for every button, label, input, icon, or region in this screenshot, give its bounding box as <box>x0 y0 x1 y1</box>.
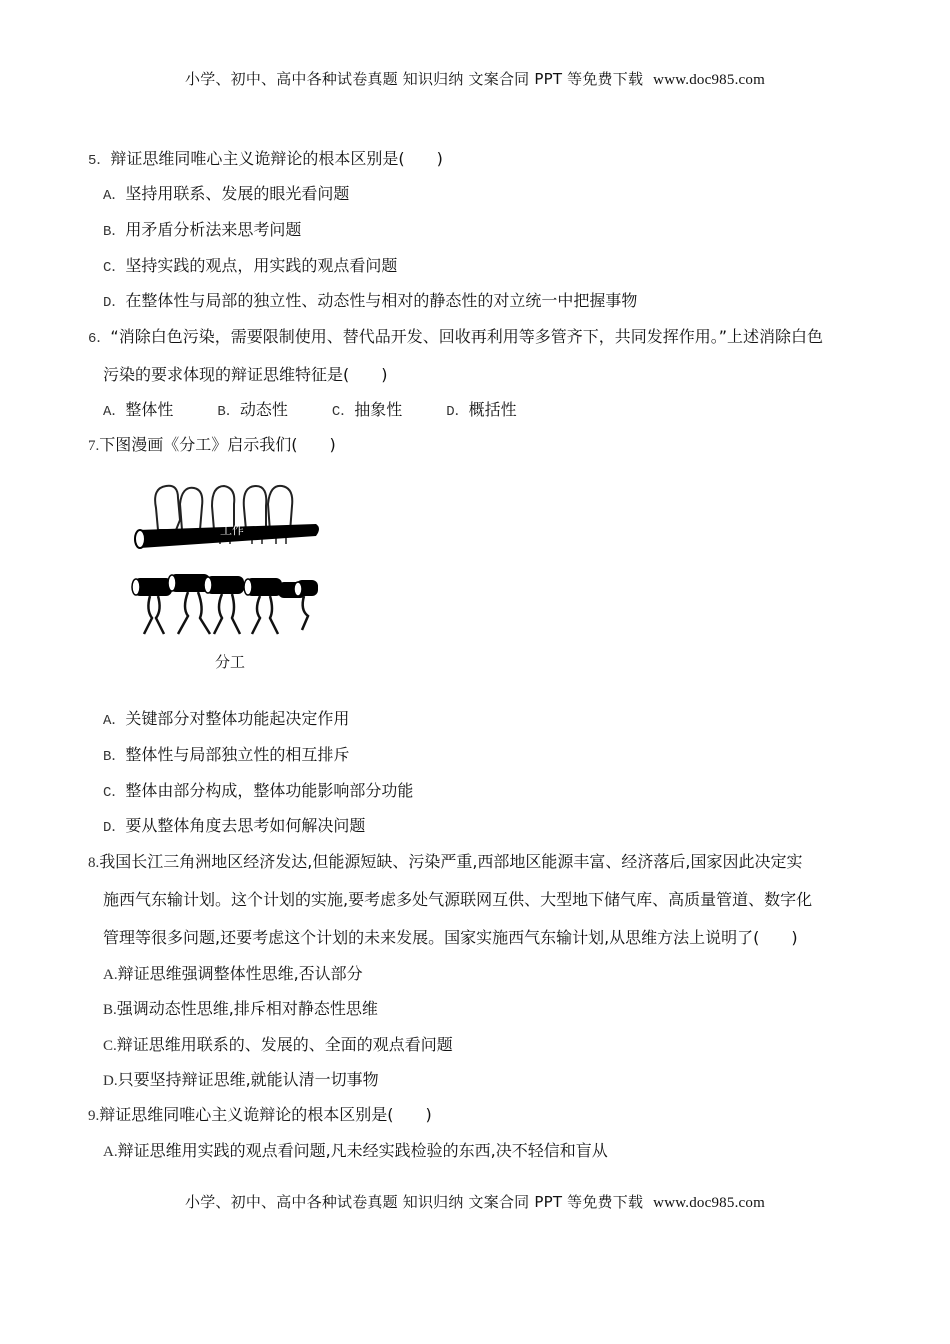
question-8-option-a <box>103 961 363 984</box>
option-label: D． <box>103 295 126 311</box>
option-text: 抽象性 <box>354 400 403 419</box>
question-text: 辩证思维同唯心主义诡辩论的根本区别是( ) <box>110 149 443 168</box>
question-5-option-d <box>103 288 637 311</box>
option-label: A. <box>103 967 118 983</box>
option-text: 辩证思维用实践的观点看问题,凡未经实践检验的东西,决不轻信和盲从 <box>117 1141 608 1160</box>
figure-caption: 分工 <box>215 653 246 671</box>
option-label: A. <box>103 1144 118 1160</box>
carrying-people-icon <box>132 574 318 634</box>
page-footer <box>0 1191 950 1212</box>
question-6-option-c <box>332 397 402 420</box>
question-text: 管理等很多问题,还要考虑这个计划的未来发展。国家实施西气东输计划,从思维方法上说明了( ) <box>103 928 798 947</box>
question-8-option-d <box>103 1067 379 1090</box>
footer-url: www.doc985.com <box>653 1195 765 1211</box>
question-5-stem <box>88 146 443 169</box>
footer-text: 小学、初中、高中各种试卷真题 知识归纳 文案合同 PPT 等免费下载 <box>185 1193 644 1211</box>
option-text: 概括性 <box>468 400 517 419</box>
question-text: 污染的要求体现的辩证思维特征是( ) <box>103 365 388 384</box>
question-7-option-b <box>103 742 349 765</box>
question-text: “消除白色污染，需要限制使用、替代品开发、回收再利用等多管齐下，共同发挥作用。”上述消除白色 <box>110 327 823 346</box>
option-label: B. <box>103 1002 117 1018</box>
option-label: D． <box>446 404 469 420</box>
question-7-stem <box>88 432 336 455</box>
question-6-option-a <box>103 397 173 420</box>
option-label: A． <box>103 188 126 204</box>
option-label: B． <box>103 749 126 765</box>
question-5-option-c <box>103 253 397 276</box>
option-text: 整体性与局部独立性的相互排斥 <box>125 745 350 764</box>
option-text: 只要坚持辩证思维,就能认清一切事物 <box>117 1070 379 1089</box>
question-9-stem <box>88 1102 432 1125</box>
question-text: 辩证思维同唯心主义诡辩论的根本区别是( ) <box>99 1105 432 1124</box>
question-5-option-a <box>103 181 349 204</box>
question-7-option-a <box>103 706 349 729</box>
option-text: 辩证思维强调整体性思维,否认部分 <box>117 964 363 983</box>
header-text: 小学、初中、高中各种试卷真题 知识归纳 文案合同 PPT 等免费下载 <box>185 70 644 88</box>
question-8-stem-line3 <box>103 925 798 948</box>
question-number: 5． <box>88 153 111 169</box>
question-6-stem-line1 <box>88 324 823 347</box>
option-label: C． <box>331 404 355 420</box>
option-label: D. <box>103 1073 118 1089</box>
question-7-option-d <box>103 813 365 836</box>
question-9-option-a <box>103 1138 608 1161</box>
division-of-labor-cartoon <box>128 468 320 646</box>
option-text: 要从整体角度去思考如何解决问题 <box>125 816 366 835</box>
question-6-stem-line2 <box>103 362 388 385</box>
option-label: D． <box>103 820 126 836</box>
option-label: C． <box>103 785 126 801</box>
question-8-option-c <box>103 1032 453 1055</box>
option-text: 强调动态性思维,排斥相对静态性思维 <box>116 999 378 1018</box>
option-text: 整体性 <box>125 400 174 419</box>
question-text: 我国长江三角洲地区经济发达,但能源短缺、污染严重,西部地区能源丰富、经济落后,国家因此决定实 <box>99 852 803 871</box>
page-header <box>0 68 950 89</box>
log-label: 工作 <box>220 523 245 537</box>
question-number: 9. <box>88 1108 100 1124</box>
question-6-option-b <box>217 397 287 420</box>
question-number: 7. <box>88 438 100 454</box>
question-6-options <box>103 397 561 420</box>
option-label: C． <box>103 260 126 276</box>
option-label: A． <box>103 404 126 420</box>
option-text: 关键部分对整体功能起决定作用 <box>125 709 350 728</box>
option-text: 坚持用联系、发展的眼光看问题 <box>125 184 350 203</box>
question-8-option-b <box>103 996 378 1019</box>
option-label: B． <box>217 404 240 420</box>
option-label: C. <box>103 1038 117 1054</box>
question-number: 6． <box>88 331 111 347</box>
option-text: 动态性 <box>239 400 288 419</box>
option-text: 辩证思维用联系的、发展的、全面的观点看问题 <box>116 1035 453 1054</box>
question-text: 施西气东输计划。这个计划的实施,要考虑多处气源联网互供、大型地下储气库、高质量管道、数字化 <box>103 890 813 909</box>
option-label: A． <box>103 713 126 729</box>
question-number: 8. <box>88 855 100 871</box>
option-label: B． <box>103 224 126 240</box>
question-7-option-c <box>103 778 413 801</box>
question-text: 下图漫画《分工》启示我们( ) <box>99 435 336 454</box>
option-text: 用矛盾分析法来思考问题 <box>125 220 302 239</box>
question-6-option-d <box>446 397 516 420</box>
question-8-stem-line2 <box>103 887 812 910</box>
option-text: 整体由部分构成，整体功能影响部分功能 <box>125 781 414 800</box>
option-text: 坚持实践的观点，用实践的观点看问题 <box>125 256 398 275</box>
header-url: www.doc985.com <box>653 72 765 88</box>
option-text: 在整体性与局部的独立性、动态性与相对的静态性的对立统一中把握事物 <box>125 291 638 310</box>
question-8-stem-line1 <box>88 849 803 872</box>
question-5-option-b <box>103 217 301 240</box>
